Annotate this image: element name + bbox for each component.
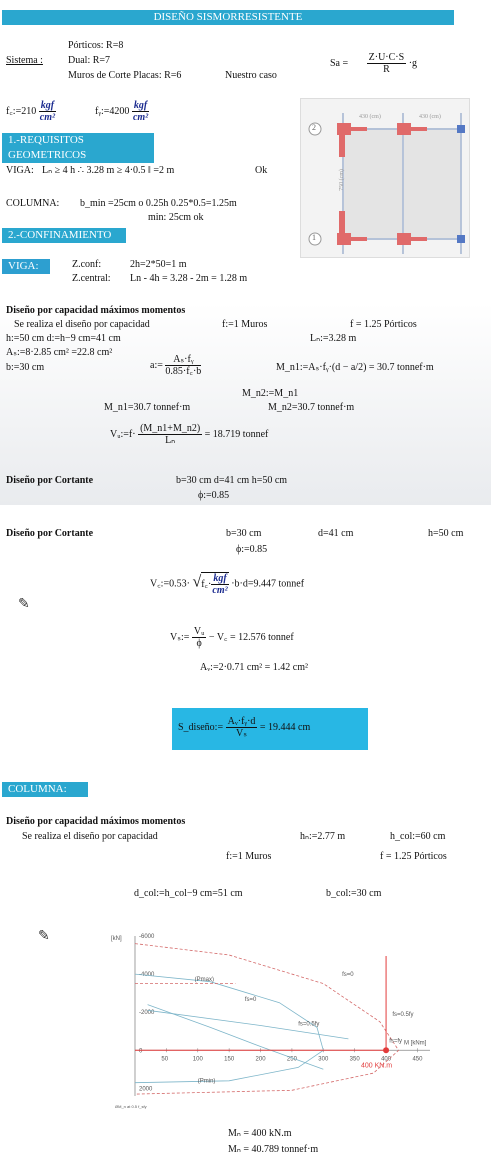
mn2-equation: M_n2:=M_n1 xyxy=(242,388,299,399)
separator-2 xyxy=(0,768,491,780)
annotation-fs05-b: fs=0.5fy xyxy=(392,1012,414,1018)
annotation-fs05-a: fs=0.5fy xyxy=(298,1021,320,1028)
y-tick-label-2: -2000 xyxy=(139,1010,155,1017)
ln-value: Lₙ:=3.28 m xyxy=(310,333,357,344)
annotation-fs0-b: fs=0 xyxy=(342,972,354,978)
fy-value: fᵧ:=4200 $\frac{\text{kgf}}{\text{cm²}}$ xyxy=(95,100,149,123)
a-formula: a:= $\frac{\text{Aₛ·fᵧ}}{0.85\cdot f꜀\cdot b}$ xyxy=(150,354,202,377)
separator-1 xyxy=(0,505,491,517)
columna-min: min: 25cm ok xyxy=(148,212,204,223)
y-axis-label: [kN] xyxy=(111,936,122,942)
f125-porticos: f = 1.25 Pórticos xyxy=(350,319,417,330)
annotation-pmax: (Pmax) xyxy=(194,976,214,983)
viga-tag: VIGA: xyxy=(2,259,50,274)
vs-formula: Vₛ:= $\frac{\text{Vᵤ}}{\phi}$ − V꜀ = 12.576 tonnef xyxy=(170,626,294,649)
grid-dim-side: 750 (cm) xyxy=(338,169,345,191)
grid-dim-b: 430 (cm) xyxy=(419,114,441,120)
mn-kn-result: Mₙ = 400 kN.m xyxy=(228,1128,292,1139)
y-tick-label-1: -4000 xyxy=(139,972,155,979)
se-realiza-text: Se realiza el diseño por capacidad xyxy=(14,319,150,330)
pencil-icon-2[interactable]: ✎ xyxy=(38,929,50,944)
dcol-value: d_col:=h_col−9 cm=51 cm xyxy=(134,888,243,899)
se-realiza-text-2: Se realiza el diseño por capacidad xyxy=(22,831,158,842)
ok-text: Ok xyxy=(255,165,268,176)
sistema-label: Sistema : xyxy=(6,55,43,66)
viga-req-label: VIGA: xyxy=(6,165,34,176)
annotation-fsfy: fs=fy xyxy=(389,1038,403,1045)
x-axis-label: M [kNm] xyxy=(404,1040,427,1047)
req-geo-banner: 1.-REQUISITOS GEOMETRICOS xyxy=(2,133,154,163)
nominal-envelope xyxy=(135,944,399,1095)
vc-formula: V꜀:=0.53· √f꜀· $\frac{\text{kgf}}{\text{cm²}}$ ·b·d=9.447 tonnef xyxy=(150,573,305,596)
demand-point xyxy=(383,1047,389,1053)
x-tick-label-6: 350 xyxy=(349,1056,360,1063)
title-banner: DISEÑO SISMORRESISTENTE xyxy=(2,10,454,25)
zconf-label: Z.conf: xyxy=(72,259,102,270)
floor-plan-diagram xyxy=(300,98,470,258)
confinamiento-banner: 2.-CONFINAMIENTO xyxy=(2,228,126,243)
zcentral-label: Z.central: xyxy=(72,273,111,284)
porticos-text: Pórticos: R=8 xyxy=(68,40,124,51)
x-tick-label-1: 100 xyxy=(192,1056,203,1063)
interaction-chart-svg xyxy=(105,924,440,1114)
design-envelope xyxy=(135,974,323,1083)
hn-value: hₙ:=2.77 m xyxy=(300,831,346,842)
axis-1-label: 1 xyxy=(312,233,316,242)
x-tick-label-0: 50 xyxy=(161,1056,169,1063)
columna-req-label: COLUMNA: xyxy=(6,198,60,209)
diseno-capacidad-heading: Diseño por capacidad máximos momentos xyxy=(6,305,186,316)
pencil-icon[interactable]: ✎ xyxy=(18,597,30,612)
nuestro-caso-text: Nuestro caso xyxy=(225,70,277,81)
sa-formula: Sa = $\frac{Z\cdot U\cdot C\cdot S}{R}$ ·g xyxy=(330,52,418,75)
annotation-400: 400 KN.m xyxy=(360,1062,393,1070)
viga-req-expr: Lₙ ≥ 4 h ∴ 3.28 m ≥ 4·0.5 ‖ =2 m xyxy=(42,165,175,176)
x-tick-label-3: 200 xyxy=(255,1056,266,1063)
zcentral-value: Ln - 4h = 3.28 - 2m = 1.28 m xyxy=(130,273,248,284)
y-tick-label-0: -6000 xyxy=(139,934,155,940)
phi-value-1: ϕ:=0.85 xyxy=(198,490,230,501)
zconf-value: 2h=2*50=1 m xyxy=(130,259,187,270)
cortante-heading: Diseño por Cortante xyxy=(6,528,94,539)
chart-footnote: ØM_n at 0.5 f_sfy xyxy=(115,1104,147,1109)
floor-plan-svg xyxy=(301,99,469,257)
h-d-values: h:=50 cm d:=h−9 cm=41 cm xyxy=(6,333,121,344)
mn1-result: M_n1=30.7 tonnef·m xyxy=(104,402,191,413)
x-tick-label-7: 400 xyxy=(381,1056,392,1063)
as-value: Aₛ:=8·2.85 cm² =22.8 cm² xyxy=(6,347,113,358)
annotation-pmin: (Pmin) xyxy=(197,1078,216,1085)
grid-dim-a: 430 (cm) xyxy=(359,114,381,120)
bdh-values-1: b=30 cm d=41 cm h=50 cm xyxy=(176,475,288,486)
phi-value-2: ϕ:=0.85 xyxy=(236,544,268,555)
f1-muros: f:=1 Muros xyxy=(222,319,268,330)
x-tick-label-5: 300 xyxy=(318,1056,329,1063)
h-value-2: h=50 cm xyxy=(428,528,464,539)
fc-value: f꜀:=210 $\frac{\text{kgf}}{\text{cm²}}$ xyxy=(6,100,55,123)
columna-banner: COLUMNA: xyxy=(2,782,88,797)
y-tick-label-4: 2000 xyxy=(139,1086,153,1093)
bcol-value: b_col:=30 cm xyxy=(326,888,382,899)
axis-2-label: 2 xyxy=(312,123,316,132)
x-tick-label-4: 250 xyxy=(286,1056,297,1063)
f125-porticos-2: f = 1.25 Pórticos xyxy=(380,851,447,862)
f1-muros-2: f:=1 Muros xyxy=(226,851,272,862)
annotation-fs0-a: fs=0 xyxy=(244,996,257,1003)
x-tick-label-2: 150 xyxy=(224,1056,235,1063)
diseno-capacidad-heading-2: Diseño por capacidad máximos momentos xyxy=(6,816,186,827)
hcol-value: h_col:=60 cm xyxy=(390,831,446,842)
av-formula: Aᵥ:=2·0.71 cm² = 1.42 cm² xyxy=(200,662,308,673)
mn2-result: M_n2=30.7 tonnef·m xyxy=(268,402,355,413)
mn1-formula: M_n1:=Aₛ·fᵧ·(d − a/2) = 30.7 tonnef·m xyxy=(276,362,434,373)
b-value: b:=30 cm xyxy=(6,362,45,373)
vu-formula: Vᵤ:=f· $\frac{(M\_n1+M\_n2)}{\text{Lₙ}}$ = 18.719 tonnef xyxy=(110,423,269,446)
muros-text: Muros de Corte Placas: R=6 xyxy=(68,70,182,81)
s-diseno-formula: S_diseño:= $\frac{\text{Aᵥ·fᵧ·d}}{\text{Vₛ}}$ = 19.444 cm xyxy=(178,716,311,739)
b-value-2: b=30 cm xyxy=(226,528,262,539)
x-tick-label-8: 450 xyxy=(412,1056,423,1063)
interaction-diagram xyxy=(105,924,440,1114)
d-value-2: d=41 cm xyxy=(318,528,354,539)
mn-tonnef-result: Mₙ = 40.789 tonnef·m xyxy=(228,1144,319,1155)
columna-req-expr: b_min =25cm o 0.25h 0.25*0.5=1.25m xyxy=(80,198,237,209)
y-tick-label-3: 0 xyxy=(139,1048,143,1055)
dual-text: Dual: R=7 xyxy=(68,55,111,66)
cortante-heading-1: Diseño por Cortante xyxy=(6,475,94,486)
